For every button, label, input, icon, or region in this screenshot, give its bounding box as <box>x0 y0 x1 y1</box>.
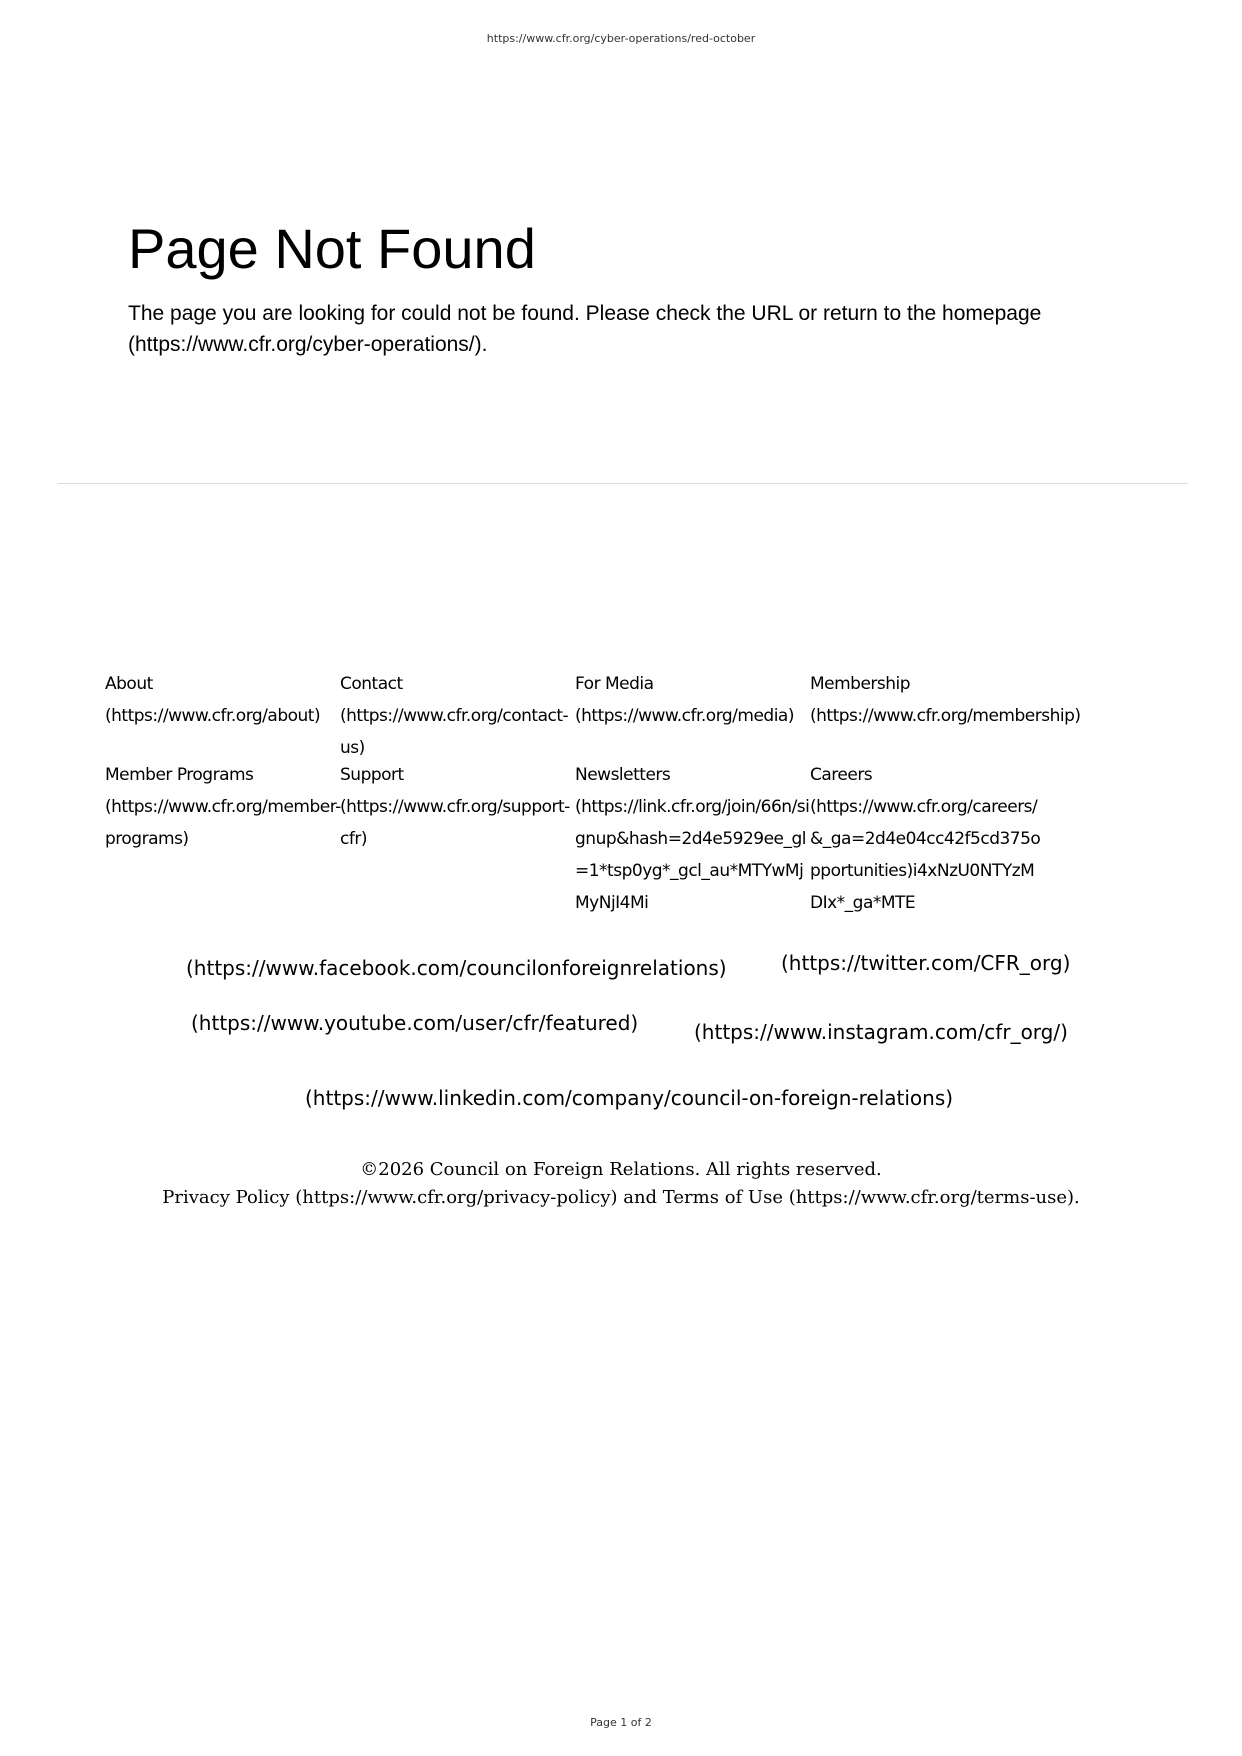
footer-link-url: (https://link.cfr.org/join/66n/signup&hash=2d4e5929ee_gl=1*tsp0yg*_gcl_au*MTYwMjMyNjI4Mi <box>575 797 810 913</box>
facebook-url: (https://www.facebook.com/councilonforeignrelations) <box>186 956 727 980</box>
footer-link-label: For Media <box>575 674 654 694</box>
instagram-link[interactable] <box>686 1020 1068 1044</box>
print-header-url: https://www.cfr.org/cyber-operations/red-october <box>486 32 756 45</box>
divider <box>58 483 1188 484</box>
footer-link-membership[interactable] <box>810 668 1081 732</box>
youtube-icon <box>183 1018 189 1032</box>
footer-link-url: (https://www.cfr.org/about) <box>105 706 321 726</box>
copyright-text: ©2026 Council on Foreign Relations. All rights reserved. <box>360 1159 882 1180</box>
linkedin-icon <box>297 1093 303 1107</box>
error-message[interactable]: The page you are looking for could not be found. Please check the URL or return to the homepage (https://www.cfr.org/cyber-operations/). <box>128 301 1042 356</box>
linkedin-url: (https://www.linkedin.com/company/council-on-foreign-relations) <box>305 1086 954 1110</box>
footer-link-label: Membership <box>810 674 911 694</box>
footer-link-about[interactable] <box>105 668 341 732</box>
footer-link-label: Newsletters <box>575 765 671 785</box>
facebook-link[interactable] <box>178 956 727 980</box>
footer-link-url: (https://www.cfr.org/member-programs) <box>105 797 341 849</box>
footer-link-member-programs[interactable] <box>105 759 341 855</box>
footer-link-label: Careers <box>810 765 873 785</box>
footer-link-label: About <box>105 674 153 694</box>
footer-nav <box>105 668 1188 913</box>
footer-link-url: (https://www.cfr.org/membership) <box>810 706 1081 726</box>
youtube-link[interactable] <box>183 1011 638 1035</box>
footer-link-label: Support <box>340 765 404 785</box>
main-content <box>128 218 1128 360</box>
copyright-block <box>0 1156 1242 1212</box>
footer-link-newsletters[interactable] <box>575 759 811 919</box>
footer-link-url: (https://www.cfr.org/media) <box>575 706 794 726</box>
footer-link-url: (https://www.cfr.org/careers/&_ga=2d4e04cc42f5cd375opportunities)i4xNzU0NTYzMDIx*_ga*MTE <box>810 797 1041 913</box>
instagram-icon <box>686 1027 692 1041</box>
footer-link-url: (https://www.cfr.org/contact-us) <box>340 706 569 758</box>
footer-link-media[interactable] <box>575 668 811 732</box>
twitter-link[interactable] <box>773 951 1070 975</box>
footer-link-label: Contact <box>340 674 403 694</box>
footer-link-support[interactable] <box>340 759 576 855</box>
footer-link-url: (https://www.cfr.org/support-cfr) <box>340 797 570 849</box>
facebook-icon <box>178 963 184 977</box>
instagram-url: (https://www.instagram.com/cfr_org/) <box>694 1020 1068 1044</box>
page-title: Page Not Found <box>128 217 536 280</box>
twitter-icon <box>773 958 779 972</box>
footer-link-contact[interactable] <box>340 668 576 764</box>
youtube-url: (https://www.youtube.com/user/cfr/featured) <box>191 1011 639 1035</box>
linkedin-link[interactable] <box>297 1086 953 1110</box>
footer-link-label: Member Programs <box>105 765 254 785</box>
footer-link-careers[interactable] <box>810 759 1046 919</box>
page-number: Page 1 of 2 <box>590 1716 652 1729</box>
twitter-url: (https://twitter.com/CFR_org) <box>781 951 1071 975</box>
legal-links[interactable]: Privacy Policy (https://www.cfr.org/privacy-policy) and Terms of Use (https://www.cfr.org/terms-use). <box>162 1187 1080 1208</box>
